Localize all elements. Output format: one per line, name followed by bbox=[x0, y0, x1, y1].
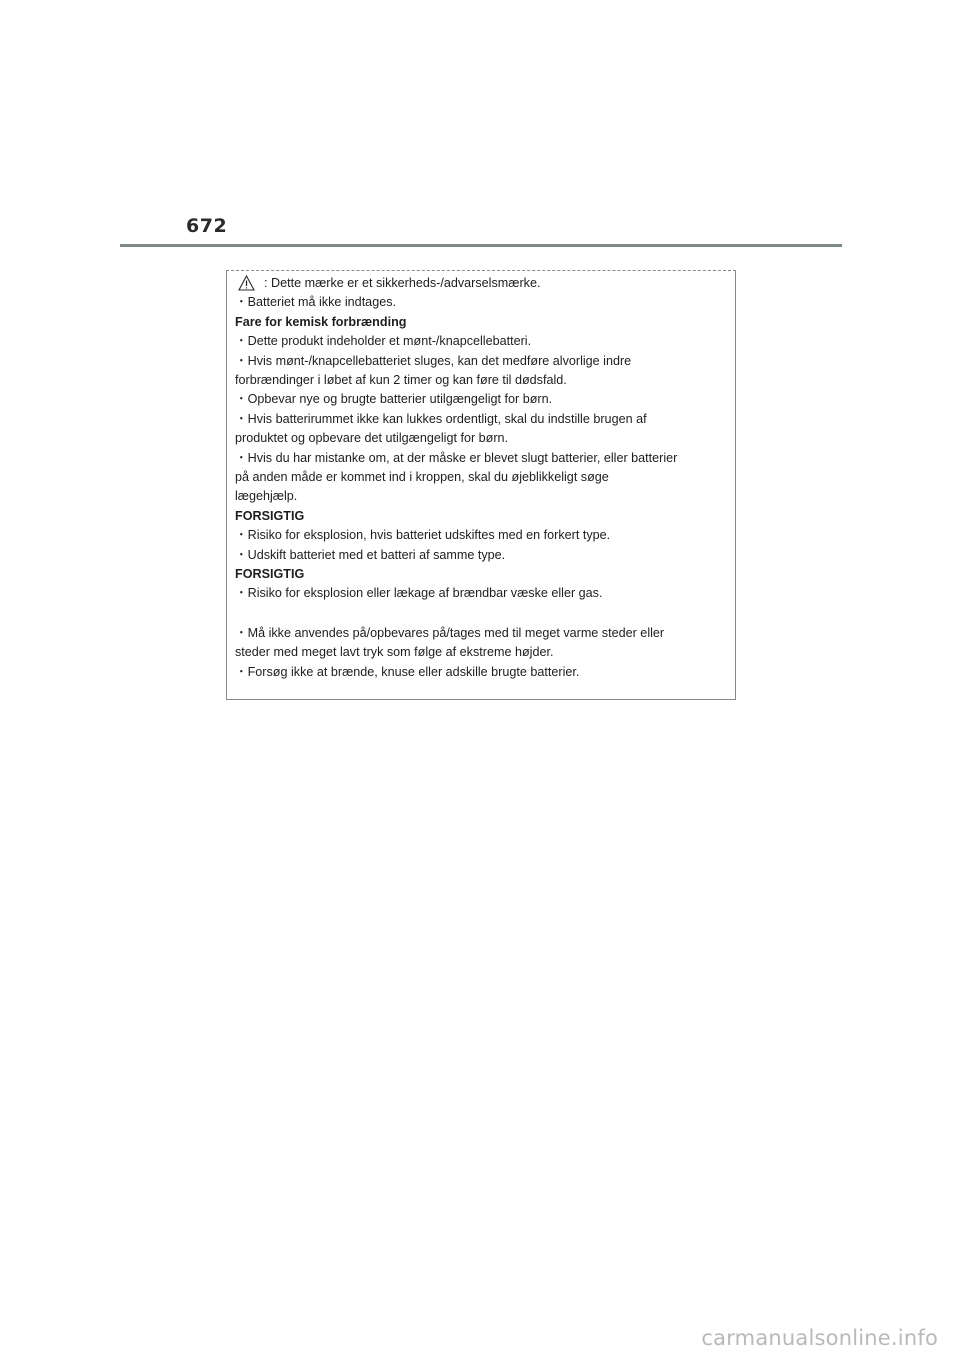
notice-heading: FORSIGTIG bbox=[235, 567, 305, 581]
notice-line: ・Opbevar nye og brugte batterier utilgængeligt for børn. bbox=[235, 392, 553, 406]
warning-label: : Dette mærke er et sikkerheds-/advarselsmærke. bbox=[264, 275, 541, 290]
warning-triangle-icon bbox=[238, 275, 255, 291]
safety-notice-box bbox=[226, 270, 736, 700]
header-rule bbox=[120, 244, 842, 247]
notice-line: forbrændinger i løbet af kun 2 timer og kan føre til dødsfald. bbox=[235, 373, 567, 387]
warning-row bbox=[235, 275, 540, 291]
page-number: 672 bbox=[186, 215, 228, 237]
notice-line: ・Dette produkt indeholder et mønt-/knapcellebatteri. bbox=[235, 334, 532, 348]
notice-line: produktet og opbevare det utilgængeligt for børn. bbox=[235, 431, 509, 445]
notice-line: ・Batteriet må ikke indtages. bbox=[235, 295, 396, 309]
notice-line: steder med meget lavt tryk som følge af ekstreme højder. bbox=[235, 645, 554, 659]
notice-line: lægehjælp. bbox=[235, 489, 298, 503]
notice-line: ・Forsøg ikke at brænde, knuse eller adskille brugte batterier. bbox=[235, 665, 580, 679]
notice-line: ・Risiko for eksplosion, hvis batteriet udskiftes med en forkert type. bbox=[235, 528, 611, 542]
notice-line: ・Udskift batteriet med et batteri af samme type. bbox=[235, 548, 506, 562]
watermark: carmanualsonline.info bbox=[701, 1326, 938, 1350]
notice-line: ・Hvis mønt-/knapcellebatteriet sluges, kan det medføre alvorlige indre bbox=[235, 354, 632, 368]
notice-line: ・Hvis du har mistanke om, at der måske er blevet slugt batterier, eller batterier bbox=[235, 451, 678, 465]
notice-line: ・Risiko for eksplosion eller lækage af brændbar væske eller gas. bbox=[235, 586, 603, 600]
notice-line: ・Må ikke anvendes på/opbevares på/tages med til meget varme steder eller bbox=[235, 626, 665, 640]
notice-heading: Fare for kemisk forbrænding bbox=[235, 315, 407, 329]
notice-line: på anden måde er kommet ind i kroppen, skal du øjeblikkeligt søge bbox=[235, 470, 609, 484]
notice-heading: FORSIGTIG bbox=[235, 509, 305, 523]
notice-line: ・Hvis batterirummet ikke kan lukkes ordentligt, skal du indstille brugen af bbox=[235, 412, 647, 426]
